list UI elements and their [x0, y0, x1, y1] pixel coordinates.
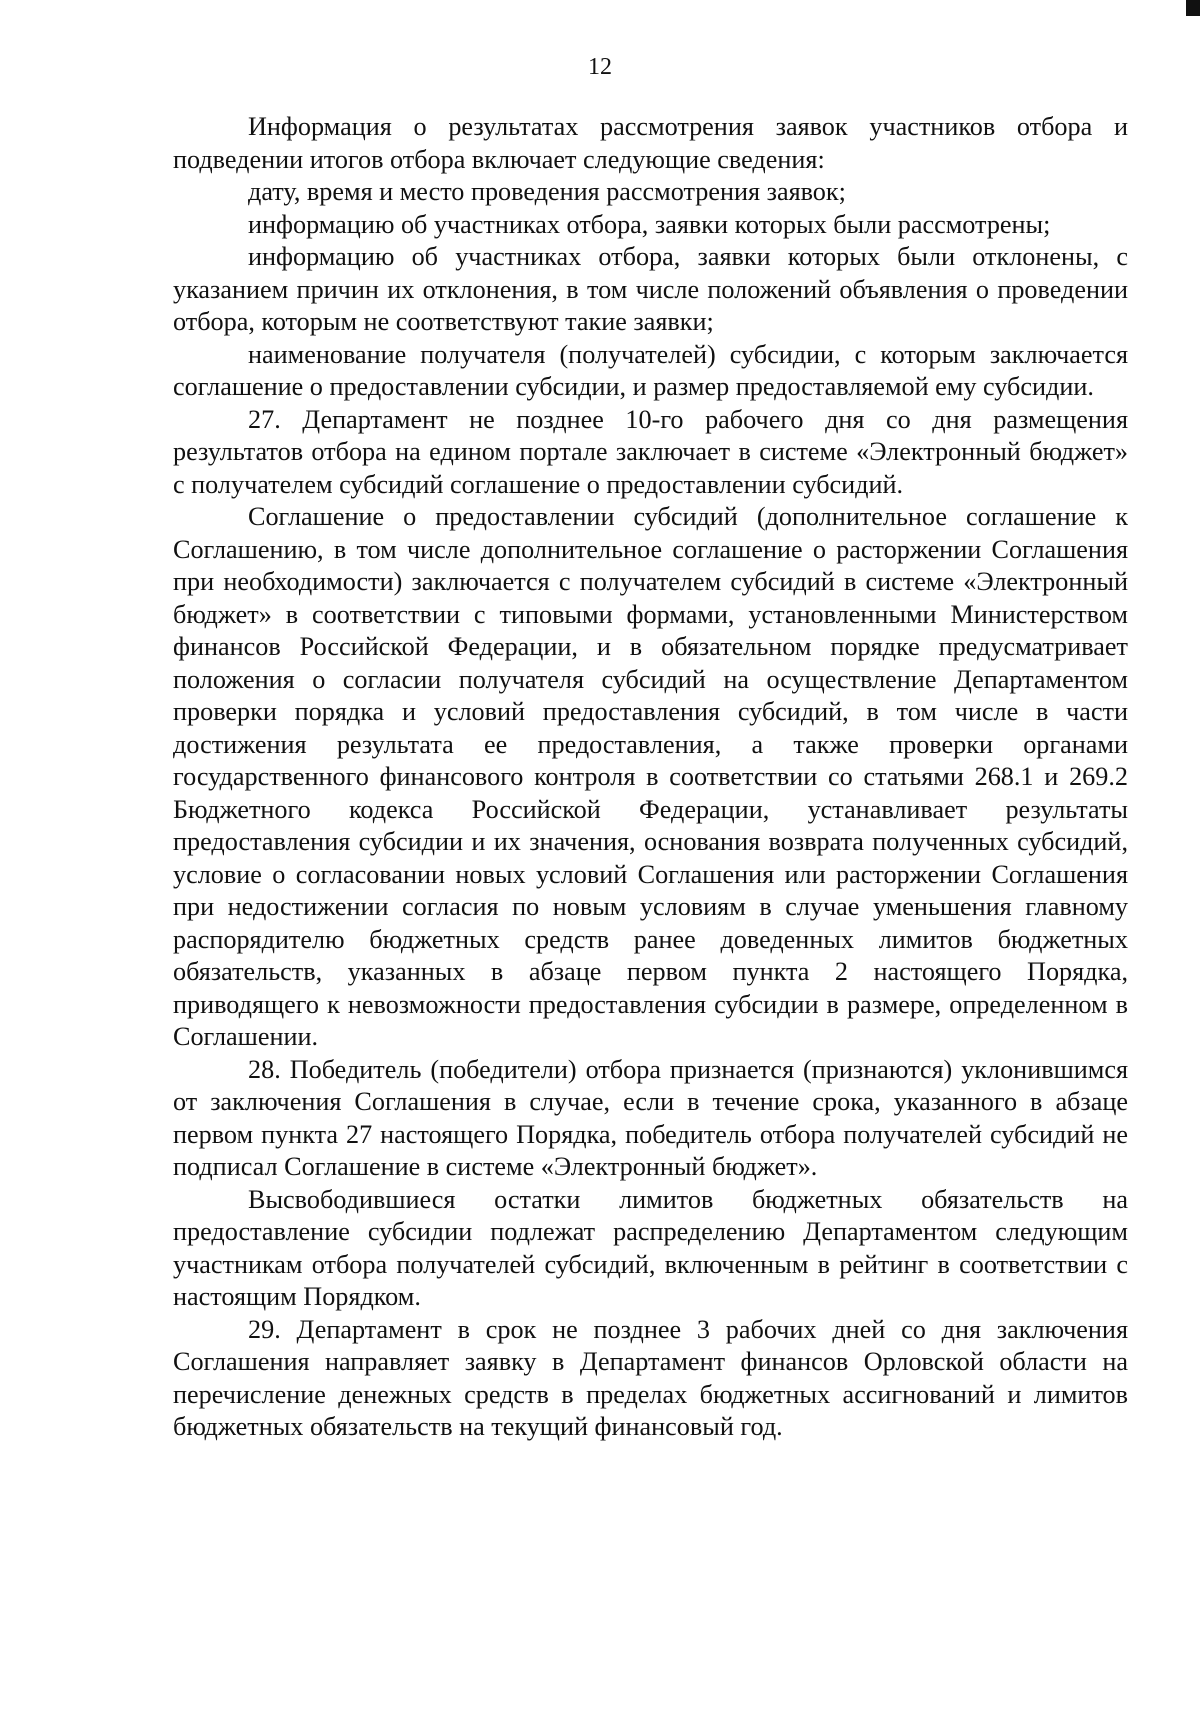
paragraph-reviewed-participants: информацию об участниках отбора, заявки которых были рассмотрены;: [248, 209, 1051, 239]
paragraph-released-limits: Высвободившиеся остатки лимитов бюджетных обязательств на предоставление субсидии подлежат распределению Департаментом следующим участникам отбора получателей субсидий, включенным в рейтинг в соответствии с настоящим Порядком.: [173, 1184, 1128, 1311]
paragraph-rejected-participants: информацию об участниках отбора, заявки которых были отклонены, с указанием причин их отклонения, в том числе положений объявления о проведении отбора, которым не соответствуют такие заявки;: [173, 242, 1128, 336]
paragraph-clause-28: 28. Победитель (победители) отбора признается (признаются) уклонившимся от заключения Соглашения в случае, если в течение срока, указанного в абзаце первом пункта 27 настоящего Порядка, победитель отбора получателей субсидий не подписал Соглашение в системе «Электронный бюджет».: [173, 1054, 1128, 1181]
paragraph-clause-27: 27. Департамент не позднее 10-го рабочего дня со дня размещения результатов отбора на едином портале заключает в системе «Электронный бюджет» с получателем субсидий соглашение о предоставлении субсидий.: [173, 404, 1128, 499]
paragraph-clause-29: 29. Департамент в срок не позднее 3 рабочих дней со дня заключения Соглашения направляет заявку в Департамент финансов Орловской области на перечисление денежных средств в пределах бюджетных ассигнований и лимитов бюджетных обязательств на текущий финансовый год.: [173, 1314, 1128, 1441]
paragraph-agreement-terms: Соглашение о предоставлении субсидий (дополнительное соглашение к Соглашению, в том числе дополнительное соглашение о расторжении Соглашения при необходимости) заключается с получателем субсидий в системе «Электронный бюджет» в соответствии с типовыми формами, установленными Министерством финансов Российской Федерации, и в обязательном порядке предусматривает положения о согласии получателя субсидий на осуществление Департаментом проверки порядка и условий предоставления субсидий, в том числе в части достижения результата ее предоставления, а также проверки органами государственного финансового контроля в соответствии со статьями 268.1 и 269.2 Бюджетного кодекса Российской Федерации, устанавливает результаты предоставления субсидии и их значения, основания возврата полученных субсидий, условие о согласовании новых условий Соглашения или расторжении Соглашения при недостижении согласия по новым условиям в случае уменьшения главному распорядителю бюджетных средств ранее доведенных лимитов бюджетных обязательств, указанных в абзаце первом пункта 2 настоящего Порядка, приводящего к невозможности предоставления субсидии в размере, определенном в Соглашении.: [173, 502, 1128, 1051]
document-body: [173, 111, 1128, 1444]
paragraph-recipient-name: наименование получателя (получателей) субсидии, с которым заключается соглашение о предоставлении субсидии, и размер предоставляемой ему субсидии.: [173, 339, 1128, 401]
scan-edge-mark: [1186, 0, 1200, 16]
page-number: 12: [588, 54, 612, 80]
paragraph-date-time-place: дату, время и место проведения рассмотрения заявок;: [248, 177, 846, 206]
paragraph-results-info-intro: Информация о результатах рассмотрения заявок участников отбора и подведении итогов отбора включает следующие сведения:: [173, 112, 1128, 174]
